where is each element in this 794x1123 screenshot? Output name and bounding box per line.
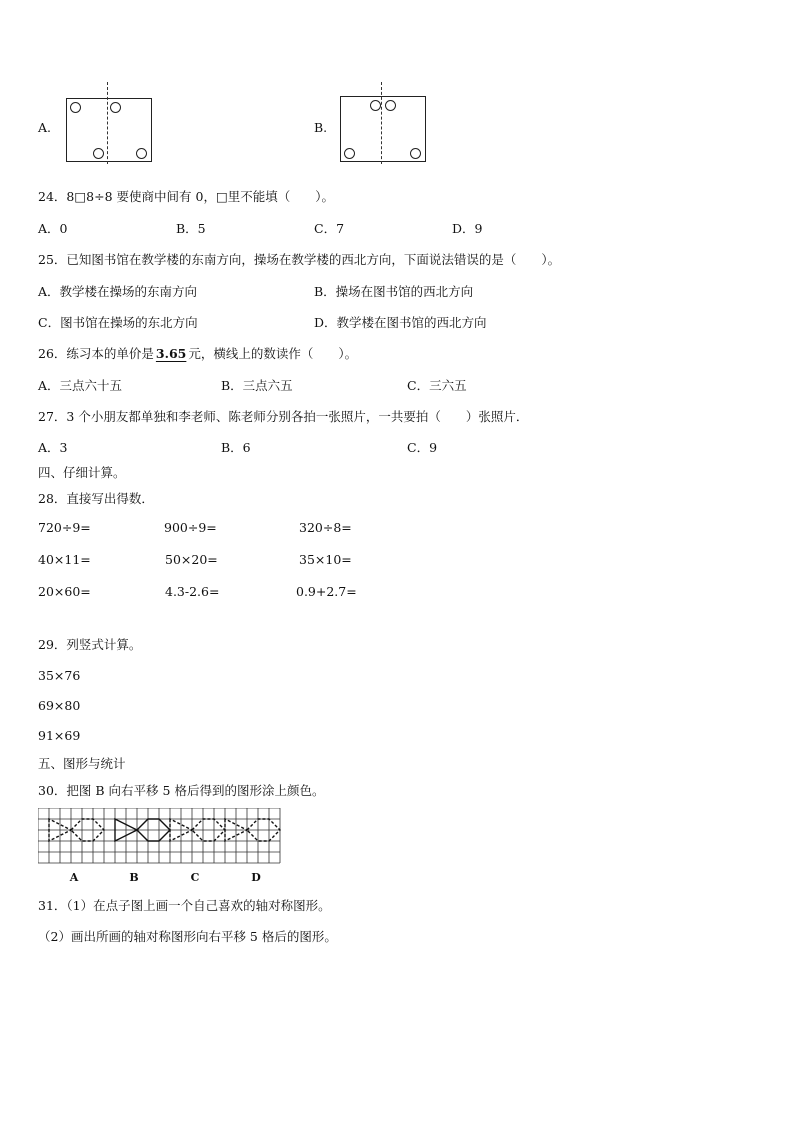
q26-option-a: A．三点六十五 (38, 378, 123, 393)
q24-option-c: C．7 (314, 221, 345, 236)
q28-stem: 28．直接写出得数． (38, 491, 154, 506)
q28-r3-c1: 20×60= (38, 584, 91, 599)
q31-part2: （2）画出所画的轴对称图形向右平移 5 格后的图形。 (38, 929, 337, 944)
q23-option-a-label: A. (38, 120, 52, 135)
q23-figure-b (340, 82, 428, 164)
q26-stem-before: 26．练习本的单价是 (38, 346, 154, 361)
q29-item-2: 69×80 (38, 698, 81, 713)
q23-figure-a (66, 82, 152, 164)
q25-option-a: A．教学楼在操场的东南方向 (38, 284, 198, 299)
q28-r2-c3: 35×10= (299, 552, 352, 567)
q28-r1-c3: 320÷8= (299, 520, 352, 535)
section5-title: 五、图形与统计 (38, 756, 126, 771)
q26-stem-after: 元，横线上的数读作（ ）。 (188, 346, 358, 361)
q26-option-b: B．三点六五 (221, 378, 293, 393)
q27-option-a: A．3 (38, 440, 68, 455)
q26-option-c: C．三六五 (407, 378, 467, 393)
q28-r1-c2: 900÷9= (164, 520, 217, 535)
q28-r3-c3: 0.9+2.7= (296, 584, 357, 599)
q27-stem: 27．3 个小朋友都单独和李老师、陈老师分别各拍一张照片，一共要拍（ ）张照片． (38, 409, 529, 424)
q30-label-a: A (69, 871, 79, 884)
q30-label-b: B (129, 871, 139, 884)
q24-stem: 24．8□8÷8 要使商中间有 0，□里不能填（ ）。 (38, 189, 335, 204)
q25-option-b: B．操场在图书馆的西北方向 (314, 284, 474, 299)
q27-option-c: C．9 (407, 440, 438, 455)
q29-stem: 29．列竖式计算。 (38, 637, 142, 652)
q25-option-d: D．教学楼在图书馆的西北方向 (314, 315, 487, 330)
q26-underlined-number: 3.65 (155, 346, 187, 361)
q28-r1-c1: 720÷9= (38, 520, 91, 535)
q28-r3-c2: 4.3-2.6= (165, 584, 220, 599)
q24-option-b: B．5 (176, 221, 206, 236)
q28-r2-c2: 50×20= (165, 552, 218, 567)
q30-grid-figure (38, 808, 288, 890)
q29-item-3: 91×69 (38, 728, 81, 743)
q23-option-b-label: B. (314, 120, 328, 135)
q25-stem: 25．已知图书馆在教学楼的东南方向，操场在教学楼的西北方向，下面说法错误的是（ ）。 (38, 252, 561, 267)
q24-option-a: A．0 (38, 221, 68, 236)
q31-part1: 31．（1）在点子图上画一个自己喜欢的轴对称图形。 (38, 898, 331, 913)
q30-label-c: C (190, 871, 200, 884)
q28-r2-c1: 40×11= (38, 552, 91, 567)
q30-label-d: D (251, 871, 261, 884)
q30-stem: 30．把图 B 向右平移 5 格后得到的图形涂上颜色。 (38, 783, 325, 798)
q24-option-d: D．9 (452, 221, 483, 236)
q26-stem (38, 344, 357, 362)
q30-grid (38, 808, 280, 863)
q27-option-b: B．6 (221, 440, 251, 455)
q25-option-c: C．图书馆在操场的东北方向 (38, 315, 198, 330)
q29-item-1: 35×76 (38, 668, 81, 683)
section4-title: 四、仔细计算。 (38, 465, 126, 480)
